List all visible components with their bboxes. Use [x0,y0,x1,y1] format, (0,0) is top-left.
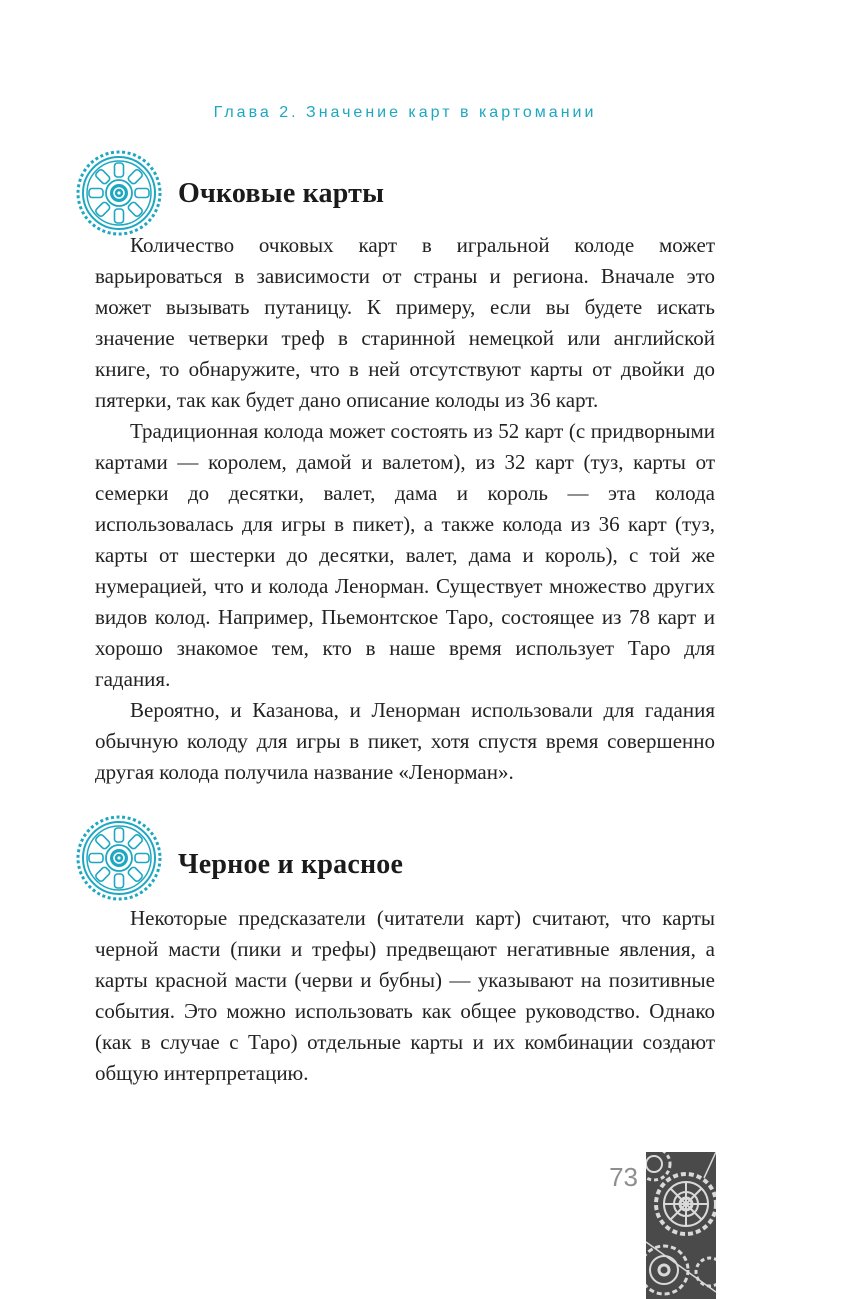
section-body [95,230,715,788]
paragraph: Вероятно, и Казанова, и Ленорман использовали для гадания обычную колоду для игры в пикет, хотя спустя время совершенно другая колода получила название «Ленорман». [95,698,715,784]
page-number: 73 [609,1162,638,1192]
wheel-emblem-icon [76,150,162,236]
section-title: Очковые карты [178,178,385,209]
running-header: Глава 2. Значение карт в картомании [213,104,597,121]
paragraph: Количество очковых карт в игральной колоде может варьироваться в зависимости от страны и региона. Вначале это может вызывать путаницу. К примеру, если вы будете искать значение четверки треф в старинной немецкой или английской книге, то обнаружите, что в ней отсутствуют карты от двойки до пятерки, так как будет дано описание колоды из 36 карт. [95,233,715,412]
paragraph: Некоторые предсказатели (читатели карт) считают, что карты черной масти (пики и трефы) предвещают негативные явления, а карты красной масти (черви и бубны) — указывают на позитивные события. Это можно использовать как общее руководство. Однако (как в случае с Таро) отдельные карты и их комбинации создают общую интерпретацию. [95,906,715,1085]
section-body [95,903,715,1089]
wheel-emblem-icon [76,815,162,901]
gears-icon [646,1152,716,1299]
paragraph: Традиционная колода может состоять из 52 карт (с придворными картами — королем, дамой и валетом), из 32 карт (туз, карты от семерки до десятки, валет, дама и король — эта колода использовалась для игры в пикет), а также колода из 36 карт (туз, карты от шестерки до десятки, валет, дама и король), с той же нумерацией, что и колода Ленорман. Существует множество других видов колод. Например, Пьемонтское Таро, состоящее из 78 карт и хорошо знакомое тем, кто в наше время использует Таро для гадания. [95,419,715,691]
section-title: Черное и красное [178,849,404,880]
